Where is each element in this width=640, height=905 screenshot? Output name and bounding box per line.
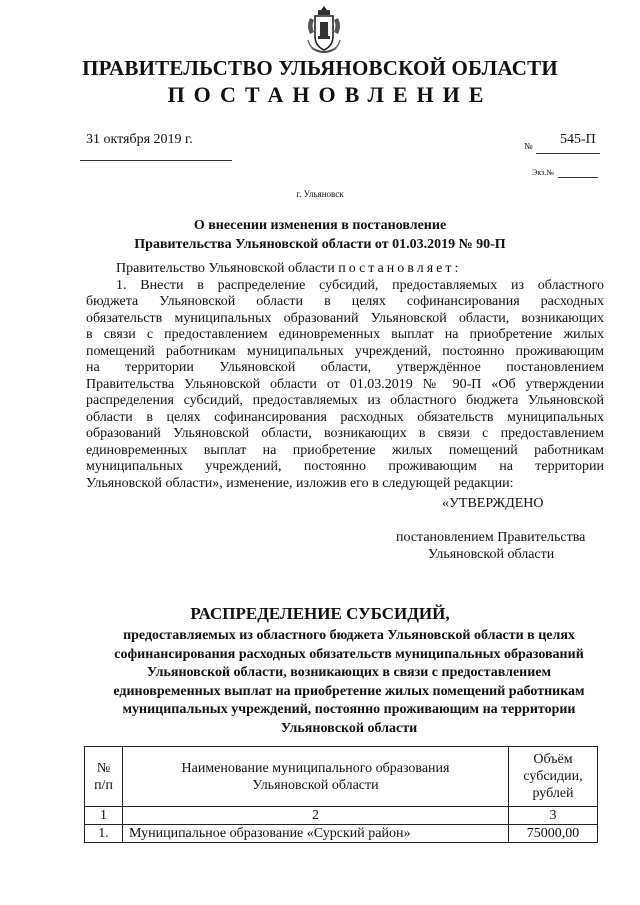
approval-stamp: «УТВЕРЖДЕНО xyxy=(442,496,544,511)
copy-label: Экз.№ xyxy=(532,168,554,177)
body-line: бюджета Ульяновской области в целях софинансирования расходных xyxy=(86,294,604,309)
title-line: Правительства Ульяновской области от 01.03.2019 № 90-П xyxy=(134,237,506,252)
intro-text: Правительство Ульяновской области xyxy=(116,261,339,276)
header-cell-name xyxy=(123,747,509,807)
header-text: субсидии, xyxy=(523,769,583,784)
body-line: единовременных выплат на приобретение жилых помещений работникам xyxy=(86,442,604,458)
index-cell: 3 xyxy=(509,807,598,825)
header-cell-amount xyxy=(509,747,598,807)
subtitle-line: софинансирования расходных обязательств муниципальных образований xyxy=(114,646,584,662)
subtitle-line: Ульяновской области xyxy=(280,720,418,736)
body-line: в связи с предоставлением единовременных выплат на приобретение жилых xyxy=(86,327,604,342)
body-line: муниципальных учреждений, постоянно проживающим на территории xyxy=(86,459,604,474)
table-index-row xyxy=(85,807,598,825)
government-name: ПРАВИТЕЛЬСТВО УЛЬЯНОВСКОЙ ОБЛАСТИ xyxy=(82,56,558,80)
header-text: п/п xyxy=(94,777,113,793)
table-header-row xyxy=(85,747,598,807)
index-cell: 2 xyxy=(123,807,509,825)
date-underline xyxy=(80,160,232,161)
row-municipality: Муниципальное образование «Сурский район» xyxy=(123,825,509,843)
body-line: Правительства Ульяновской области от 01.03.2019 № 90-П «Об утверждении xyxy=(86,376,604,392)
body-line: Ульяновской области», изменение, изложив его в следующей редакции: xyxy=(86,475,514,491)
copy-underline xyxy=(558,177,598,178)
document-type: ПОСТАНОВЛЕНИЕ xyxy=(167,82,493,107)
subtitle-line: муниципальных учреждений, постоянно проживающим на территории xyxy=(122,702,576,717)
subsidy-table xyxy=(84,746,598,843)
intro-decree: постановляет: xyxy=(338,261,462,276)
header-text: Наименование муниципального образования xyxy=(181,760,450,776)
body-line: распределения субсидий, предоставляемых из областного бюджета Ульяновской xyxy=(86,393,604,408)
subtitle-line: единовременных выплат на приобретение жилых помещений работникам xyxy=(113,683,585,699)
body-line: помещений работникам муниципальных учреждений, постоянно проживающим xyxy=(86,343,604,359)
approval-line: постановлением Правительства xyxy=(396,530,586,545)
document-body xyxy=(86,261,604,492)
row-amount: 75000,00 xyxy=(509,825,598,843)
header-text: рублей xyxy=(532,786,574,801)
approval-line: Ульяновской области xyxy=(428,547,555,562)
subtitle-line: предоставляемых из областного бюджета Ульяновской области в целях xyxy=(123,628,575,643)
body-line: на территории Ульяновской области, утверждённое постановлением xyxy=(86,360,604,375)
index-cell: 1 xyxy=(85,807,123,825)
distribution-title: РАСПРЕДЕЛЕНИЕ СУБСИДИЙ, xyxy=(190,604,450,623)
document-date: 31 октября 2019 г. xyxy=(86,132,193,147)
intro-line xyxy=(86,261,604,278)
header-cell-number xyxy=(85,747,123,807)
document-title xyxy=(0,216,640,254)
row-number: 1. xyxy=(85,825,123,843)
table-row xyxy=(85,825,598,843)
header-text: Объём xyxy=(533,752,573,767)
body-line: образований Ульяновской области, возникающих в связи с предоставлением xyxy=(86,426,604,441)
number-label: № xyxy=(524,141,533,151)
title-line: О внесении изменения в постановление xyxy=(193,218,447,233)
header-text: № xyxy=(96,760,111,776)
body-line: обязательств муниципальных образований Ульяновской области, возникающих xyxy=(86,310,604,326)
coat-of-arms-icon xyxy=(304,4,344,56)
number-underline xyxy=(536,153,600,154)
body-line: области в целях софинансирования расходных обязательств муниципальных xyxy=(86,409,604,425)
city: г. Ульяновск xyxy=(296,189,344,199)
header-text: Ульяновской области xyxy=(252,777,379,793)
subtitle-line: Ульяновской области, возникающих в связи с предоставлением xyxy=(146,665,552,680)
distribution-subtitle xyxy=(84,627,614,738)
document-number: 545-П xyxy=(560,132,596,147)
body-line: 1. Внести в распределение субсидий, предоставляемых из областного xyxy=(116,277,604,293)
